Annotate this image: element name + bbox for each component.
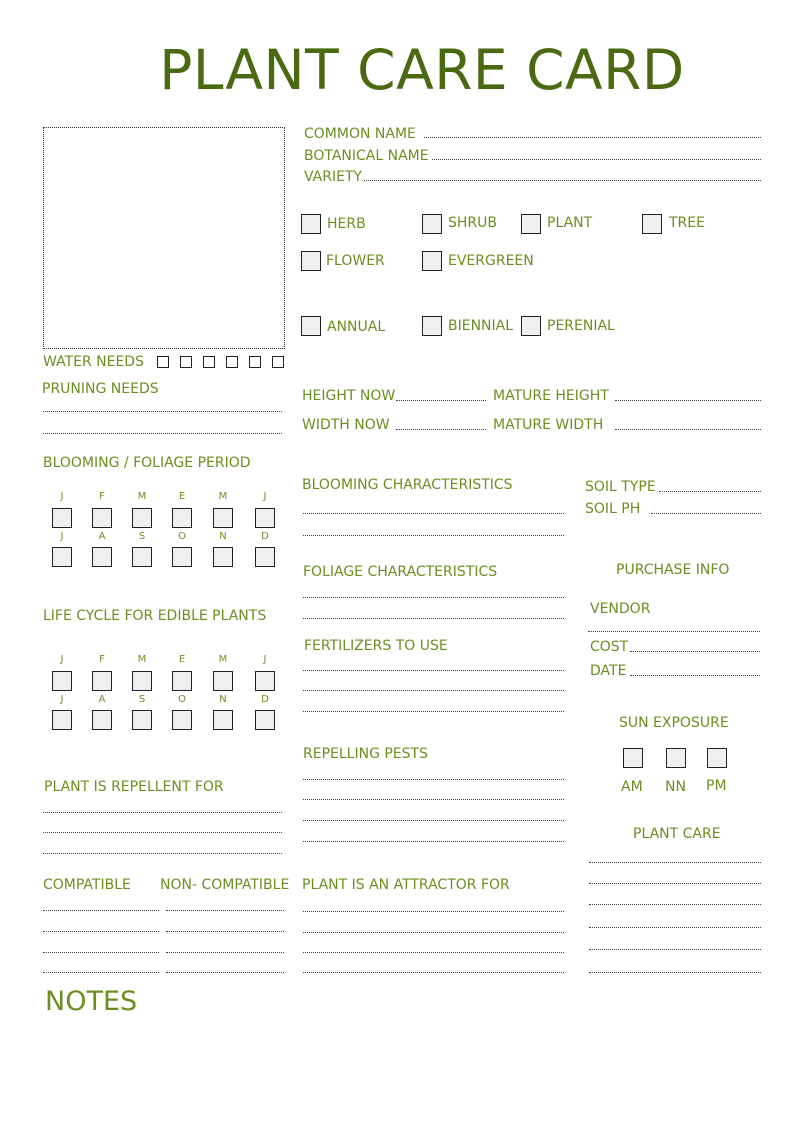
water-level-3-checkbox[interactable] [203,356,215,368]
blooming-char-line-2[interactable] [303,535,564,536]
fertilizers-line-2[interactable] [303,690,564,691]
water-needs-label: WATER NEEDS [43,354,144,370]
bloom-month-label: J [60,491,64,502]
repellent-line-2[interactable] [43,832,282,833]
attractor-line-3[interactable] [303,952,564,953]
pests-line-2[interactable] [303,799,564,800]
common-name-label: COMMON NAME [304,126,416,142]
bloom-month-label: F [99,491,105,502]
non-compatible-label: NON- COMPATIBLE [160,877,290,893]
botanical-name-label: BOTANICAL NAME [304,148,429,164]
sun-nn-label: NN [665,779,686,795]
compatible-line-2[interactable] [43,931,159,932]
fertilizers-label: FERTILIZERS TO USE [304,638,448,654]
fertilizers-line-1[interactable] [303,670,564,671]
flower-label: FLOWER [326,253,385,269]
sun-pm-label: PM [706,778,727,794]
bloom-month-label: M [218,491,228,502]
bloom-month-checkbox[interactable] [255,508,275,528]
plant-checkbox[interactable] [521,214,541,234]
life-cycle-month-label: N [219,694,227,705]
soil-type-label: SOIL TYPE [585,479,656,495]
water-level-5-checkbox[interactable] [249,356,261,368]
mature-width-field[interactable] [615,429,761,430]
bloom-month-checkbox[interactable] [255,547,275,567]
bloom-month-label: D [261,531,269,542]
bloom-month-label: M [137,491,147,502]
botanical-name-field[interactable] [432,159,761,160]
mature-width-label: MATURE WIDTH [493,417,604,433]
life-cycle-month-label: S [138,694,146,705]
life-cycle-month-label: M [137,654,147,665]
life-cycle-month-checkbox[interactable] [213,671,233,691]
purchase-info-label: PURCHASE INFO [616,562,730,578]
bloom-month-checkbox[interactable] [213,547,233,567]
biennial-label: BIENNIAL [448,318,514,334]
life-cycle-month-checkbox[interactable] [213,710,233,730]
pruning-line-2[interactable] [43,433,282,434]
life-cycle-month-label: J [60,694,64,705]
evergreen-label: EVERGREEN [448,253,534,269]
non-compatible-line-4[interactable] [166,972,284,973]
shrub-label: SHRUB [448,215,497,231]
life-cycle-month-checkbox[interactable] [92,710,112,730]
compatible-line-4[interactable] [43,972,159,973]
tree-checkbox[interactable] [642,214,662,234]
flower-checkbox[interactable] [301,251,321,271]
bloom-month-label: J [263,491,267,502]
bloom-month-label: E [178,491,186,502]
pests-line-3[interactable] [303,820,564,821]
fertilizers-line-3[interactable] [303,711,564,712]
foliage-char-line-1[interactable] [303,597,564,598]
compatible-line-1[interactable] [43,910,159,911]
bloom-month-checkbox[interactable] [213,508,233,528]
sun-nn-checkbox[interactable] [666,748,686,768]
attractor-line-4[interactable] [303,972,564,973]
vendor-label: VENDOR [590,601,651,617]
life-cycle-month-checkbox[interactable] [172,710,192,730]
life-cycle-label: LIFE CYCLE FOR EDIBLE PLANTS [43,608,267,624]
annual-label: ANNUAL [327,319,386,335]
non-compatible-line-2[interactable] [166,931,284,932]
bloom-month-checkbox[interactable] [92,547,112,567]
sun-am-checkbox[interactable] [623,748,643,768]
life-cycle-month-checkbox[interactable] [172,671,192,691]
blooming-char-line-1[interactable] [303,513,564,514]
attractor-line-2[interactable] [303,932,564,933]
bloom-month-checkbox[interactable] [132,508,152,528]
life-cycle-month-label: J [60,654,64,665]
bloom-month-checkbox[interactable] [92,508,112,528]
compatible-line-3[interactable] [43,952,159,953]
attractor-for-label: PLANT IS AN ATTRACTOR FOR [302,877,510,893]
date-label: DATE [590,663,627,679]
life-cycle-month-checkbox[interactable] [52,710,72,730]
shrub-checkbox[interactable] [422,214,442,234]
variety-label: VARIETY [304,169,363,185]
life-cycle-month-label: O [178,694,186,705]
plant-care-line-2[interactable] [589,883,761,884]
mature-height-label: MATURE HEIGHT [493,388,609,404]
bloom-month-label: S [138,531,146,542]
variety-field[interactable] [364,180,761,181]
plant-care-line-3[interactable] [589,904,761,905]
page-title: PLANT CARE CARD [159,38,685,102]
life-cycle-month-label: F [99,654,105,665]
foliage-characteristics-label: FOLIAGE CHARACTERISTICS [303,564,498,580]
repellent-for-label: PLANT IS REPELLENT FOR [44,779,224,795]
life-cycle-month-checkbox[interactable] [255,710,275,730]
pruning-needs-label: PRUNING NEEDS [42,381,159,397]
cost-label: COST [590,639,629,655]
blooming-characteristics-label: BLOOMING CHARACTERISTICS [302,477,513,493]
cost-field[interactable] [630,651,760,652]
tree-label: TREE [669,215,705,231]
water-level-6-checkbox[interactable] [272,356,284,368]
plant-care-line-5[interactable] [589,949,761,950]
perenial-checkbox[interactable] [521,316,541,336]
date-field[interactable] [630,675,760,676]
pruning-line-1[interactable] [43,411,282,412]
life-cycle-month-checkbox[interactable] [132,671,152,691]
bloom-month-label: A [98,531,106,542]
bloom-month-label: J [60,531,64,542]
blooming-period-label: BLOOMING / FOLIAGE PERIOD [43,455,251,471]
bloom-month-checkbox[interactable] [172,547,192,567]
bloom-month-label: O [178,531,186,542]
water-level-1-checkbox[interactable] [157,356,169,368]
plant-care-label: PLANT CARE [633,826,721,842]
water-level-2-checkbox[interactable] [180,356,192,368]
foliage-char-line-2[interactable] [303,618,564,619]
soil-type-field[interactable] [659,491,761,492]
plant-care-line-1[interactable] [589,862,761,863]
compatible-label: COMPATIBLE [43,877,131,893]
height-now-label: HEIGHT NOW [302,388,396,404]
soil-ph-label: SOIL PH [585,501,641,517]
repelling-pests-label: REPELLING PESTS [303,746,428,762]
life-cycle-month-checkbox[interactable] [52,671,72,691]
life-cycle-month-label: D [261,694,269,705]
plant-photo-box[interactable] [43,127,285,349]
sun-exposure-label: SUN EXPOSURE [619,715,729,731]
notes-heading: NOTES [45,986,138,1017]
common-name-field[interactable] [424,137,761,138]
biennial-checkbox[interactable] [422,316,442,336]
life-cycle-month-label: E [178,654,186,665]
sun-am-label: AM [621,779,643,795]
height-now-field[interactable] [396,400,486,401]
bloom-month-checkbox[interactable] [132,547,152,567]
sun-pm-checkbox[interactable] [707,748,727,768]
evergreen-checkbox[interactable] [422,251,442,271]
non-compatible-line-3[interactable] [166,952,284,953]
water-level-4-checkbox[interactable] [226,356,238,368]
bloom-month-checkbox[interactable] [172,508,192,528]
herb-checkbox[interactable] [301,214,321,234]
life-cycle-month-label: M [218,654,228,665]
perenial-label: PERENIAL [547,318,615,334]
bloom-month-checkbox[interactable] [52,547,72,567]
bloom-month-label: N [219,531,227,542]
mature-height-field[interactable] [615,400,761,401]
life-cycle-month-label: A [98,694,106,705]
bloom-month-checkbox[interactable] [52,508,72,528]
pests-line-1[interactable] [303,779,564,780]
plant-care-line-6[interactable] [589,972,761,973]
life-cycle-month-checkbox[interactable] [255,671,275,691]
soil-ph-field[interactable] [651,513,761,514]
width-now-label: WIDTH NOW [302,417,390,433]
herb-label: HERB [327,216,366,232]
repellent-line-3[interactable] [43,853,282,854]
plant-label: PLANT [547,215,593,231]
pests-line-4[interactable] [303,841,564,842]
life-cycle-month-checkbox[interactable] [132,710,152,730]
width-now-field[interactable] [396,429,486,430]
attractor-line-1[interactable] [303,911,564,912]
non-compatible-line-1[interactable] [166,910,284,911]
life-cycle-month-checkbox[interactable] [92,671,112,691]
life-cycle-month-label: J [263,654,267,665]
plant-care-line-4[interactable] [589,927,761,928]
annual-checkbox[interactable] [301,316,321,336]
repellent-line-1[interactable] [43,812,282,813]
vendor-field[interactable] [588,631,760,632]
